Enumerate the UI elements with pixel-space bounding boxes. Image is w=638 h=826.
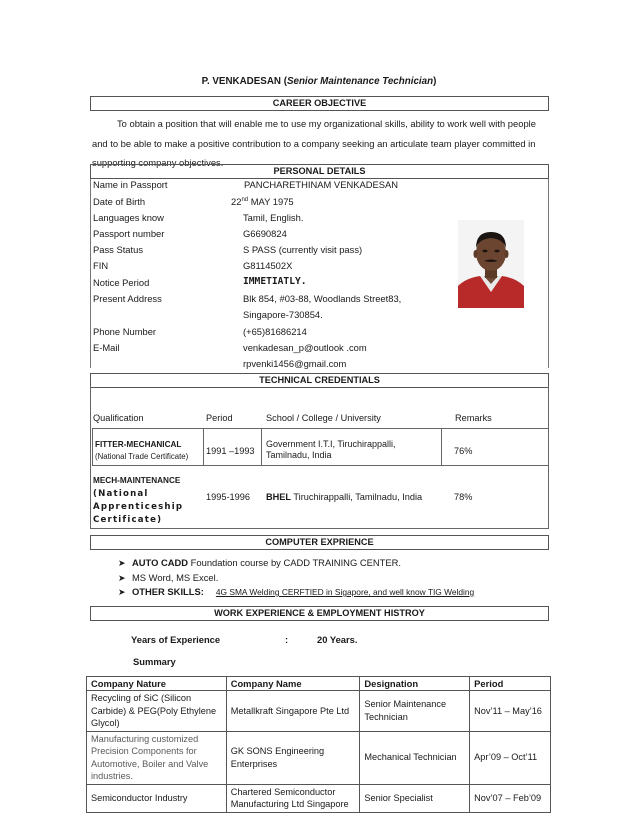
row2-designation: Mechanical Technician	[360, 731, 470, 784]
computer-item-1: ➤ AUTO CADD Foundation course by CADD TRAINING CENTER.	[118, 557, 401, 568]
tc-cell-qual-2	[92, 466, 204, 529]
table-row	[87, 731, 551, 784]
pd-value-email-1: venkadesan_p@outlook .com	[243, 342, 367, 353]
tc-school-1: Government I.T.I, Tiruchirappalli, Tamilnadu, India	[266, 439, 396, 460]
pd-label-pass-status: Pass Status	[93, 244, 144, 255]
pd-value-languages: Tamil, English.	[243, 212, 304, 223]
row3-period: Nov’07 – Feb’09	[470, 784, 551, 812]
tc-qual-2-main: MECH-MAINTENANCE	[93, 476, 181, 485]
col-designation: Designation	[360, 677, 470, 691]
career-objective-heading: CAREER OBJECTIVE	[90, 96, 549, 111]
tc-qual-2-sub: (National Apprenticeship Certificate)	[93, 489, 184, 525]
tc-remarks-1: 76%	[454, 446, 473, 456]
portrait-photo	[458, 220, 524, 308]
tc-cell-school-1	[262, 428, 442, 466]
tc-period-1: 1991 –1993	[206, 446, 255, 456]
tc-cell-remarks-1	[442, 428, 549, 466]
row2-nature: Manufacturing customized Precision Components for Automotive, Boiler and Valve industries.	[87, 731, 227, 784]
pd-value-notice: IMMETIATLY.	[243, 276, 307, 287]
arrow-bullet-icon: ➤	[118, 573, 126, 583]
computer-item-2: ➤ MS Word, MS Excel.	[118, 572, 219, 583]
career-line-3: supporting company objectives.	[92, 157, 224, 168]
row1-period: Nov’11 – May’16	[470, 691, 551, 732]
pd-value-dob: 22nd MAY 1975	[231, 196, 294, 207]
col-company-nature: Company Nature	[87, 677, 227, 691]
col-period: Period	[470, 677, 551, 691]
table-row	[87, 691, 551, 732]
pd-label-dob: Date of Birth	[93, 196, 146, 207]
pd-value-email-2: rpvenki1456@gmail.com	[243, 358, 347, 369]
years-separator: :	[285, 634, 289, 645]
work-history-table	[86, 676, 551, 813]
row3-nature: Semiconductor Industry	[87, 784, 227, 812]
tc-col-period: Period	[206, 413, 233, 423]
row2-period: Apr’09 – Oct’11	[470, 731, 551, 784]
row1-nature: Recycling of SiC (Silicon Carbide) & PEG(Poly Ethylene Glycol)	[87, 691, 227, 732]
pd-label-fin: FIN	[93, 260, 109, 271]
row3-designation: Senior Specialist	[360, 784, 470, 812]
arrow-bullet-icon: ➤	[118, 587, 126, 597]
pd-label-email: E-Mail	[93, 342, 120, 353]
arrow-bullet-icon: ➤	[118, 558, 126, 568]
pd-label-languages: Languages know	[93, 212, 164, 223]
pd-value-fin: G8114502X	[243, 260, 293, 271]
computer-item-3: ➤ OTHER SKILLS: 4G SMA Welding CERFTIED in Sigapore, and well know TIG Welding	[118, 586, 475, 597]
computer-experience-heading: COMPUTER EXPRIENCE	[90, 535, 549, 550]
candidate-role: Senior Maintenance Technician	[286, 76, 434, 87]
pd-label-name: Name in Passport	[93, 179, 168, 190]
pd-value-name: PANCHARETHINAM VENKADESAN	[244, 179, 399, 190]
pd-label-address: Present Address	[93, 293, 162, 304]
pd-value-passport: G6690824	[243, 228, 287, 239]
table-row	[87, 784, 551, 812]
pd-label-passport: Passport number	[93, 228, 165, 239]
tc-cell-qual-1	[92, 428, 204, 466]
years-value: 20 Years.	[317, 634, 358, 645]
pd-value-phone: (+65)81686214	[243, 326, 307, 337]
personal-details-heading: PERSONAL DETAILS	[90, 164, 549, 179]
tc-qual-1-main: FITTER-MECHANICAL	[95, 440, 182, 449]
tc-remarks-2: 78%	[454, 492, 473, 502]
row1-company: Metallkraft Singapore Pte Ltd	[226, 691, 360, 732]
tc-col-school: School / College / University	[266, 413, 381, 423]
summary-label: Summary	[133, 656, 176, 667]
work-experience-heading: WORK EXPERIENCE & EMPLOYMENT HISTROY	[90, 606, 549, 621]
pd-value-pass-status: S PASS (currently visit pass)	[243, 244, 363, 255]
tc-col-qualification: Qualification	[93, 413, 144, 423]
candidate-name: P. VENKADESAN	[201, 76, 281, 87]
row2-company: GK SONS Engineering Enterprises	[226, 731, 360, 784]
col-company-name: Company Name	[226, 677, 360, 691]
pd-label-notice: Notice Period	[93, 277, 150, 288]
tc-qual-1-sub: (National Trade Certificate)	[95, 452, 189, 461]
resume-title: P. VENKADESAN (Senior Maintenance Technician)	[201, 76, 437, 87]
pd-label-phone: Phone Number	[93, 326, 157, 337]
row3-company: Chartered Semiconductor Manufacturing Ltd Singapore	[226, 784, 360, 812]
tc-cell-period-1	[204, 428, 262, 466]
pd-value-address-1: Blk 854, #03-88, Woodlands Street83,	[243, 293, 402, 304]
tc-period-2: 1995-1996	[206, 492, 250, 502]
years-label: Years of Experience	[131, 634, 221, 645]
tc-col-remarks: Remarks	[455, 413, 492, 423]
tc-school-2: BHEL Tiruchirappalli, Tamilnadu, India	[266, 492, 423, 502]
table-header-row	[87, 677, 551, 691]
row1-designation: Senior Maintenance Technician	[360, 691, 470, 732]
pd-value-address-2: Singapore-730854.	[243, 309, 323, 320]
career-line-1: To obtain a position that will enable me to use my organizational skills, ability to work well with people	[117, 118, 536, 129]
technical-credentials-heading: TECHNICAL CREDENTIALS	[90, 373, 549, 388]
career-line-2: and to be able to make a positive contribution to a company seeking an articulate team player committed in	[92, 137, 536, 149]
